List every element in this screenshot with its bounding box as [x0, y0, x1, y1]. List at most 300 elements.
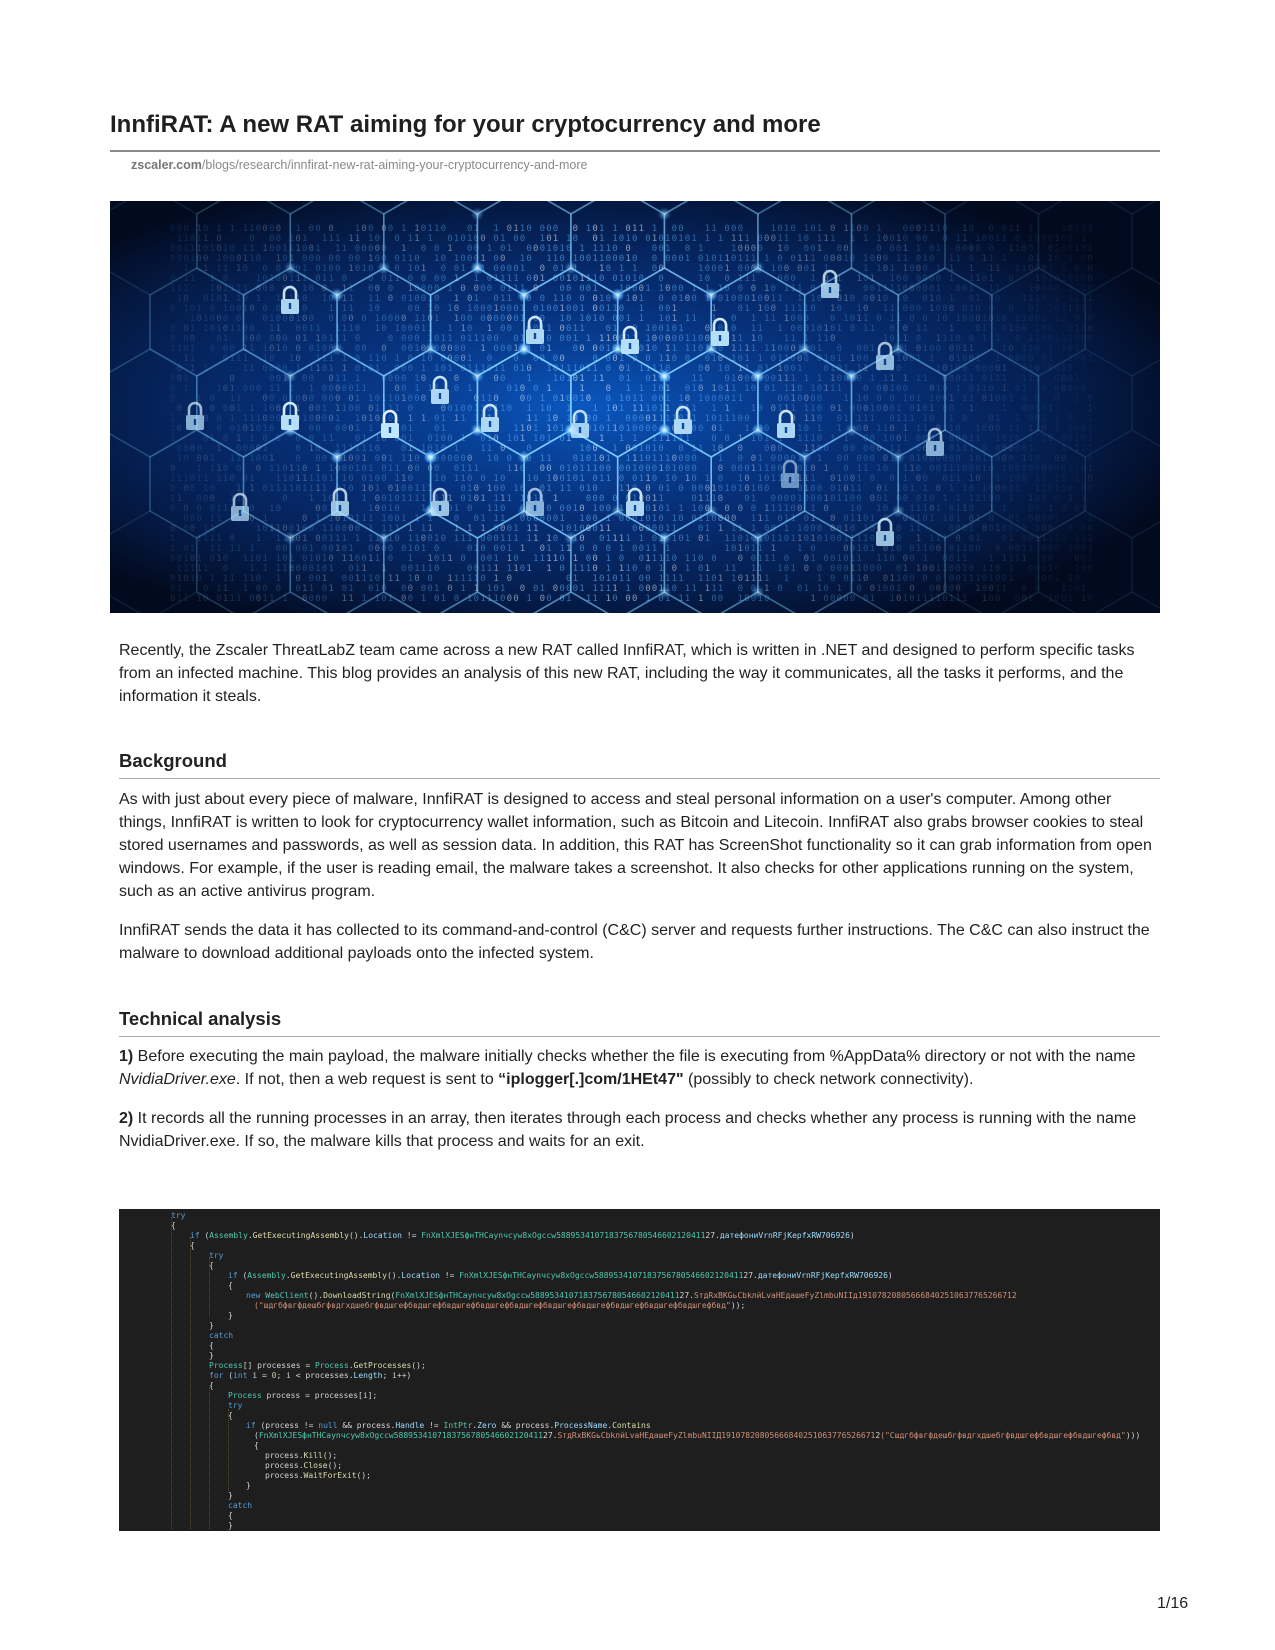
- binary-digit: 0: [1054, 464, 1060, 474]
- binary-digit: 1: [572, 504, 579, 514]
- code-line: ("шдгбфвгфдешбгфвдгхдшебгфвдшгефбвдшгефбвдшгефбвдшгефбвдшгефбвдшгефбвдшгефбвдшгефбвдшгефбвдшгефбвд"));: [254, 1301, 746, 1310]
- binary-digit: 0: [308, 244, 315, 254]
- binary-digit: 0: [1041, 264, 1047, 274]
- binary-digit: 0: [302, 374, 308, 384]
- binary-digit: 0: [387, 414, 394, 424]
- binary-digit: 0: [995, 494, 1001, 504]
- binary-digit: 1: [658, 494, 664, 504]
- source-url[interactable]: [131, 158, 587, 172]
- binary-digit: 1: [539, 554, 546, 564]
- binary-digit: 0: [632, 444, 638, 454]
- binary-digit: 1: [335, 414, 341, 424]
- binary-digit: 0: [882, 454, 889, 464]
- binary-digit: 0: [288, 534, 295, 544]
- binary-digit: 1: [1041, 534, 1047, 544]
- binary-digit: 1: [651, 504, 658, 514]
- binary-digit: 0: [315, 224, 321, 234]
- binary-digit: 0: [453, 304, 460, 314]
- binary-digit: 0: [526, 394, 532, 404]
- binary-digit: 0: [909, 554, 915, 564]
- binary-digit: 1: [506, 564, 513, 574]
- binary-digit: 0: [341, 384, 348, 394]
- binary-digit: 1: [625, 454, 631, 464]
- binary-digit: 1: [216, 544, 222, 554]
- binary-digit: 0: [632, 324, 638, 334]
- binary-digit: 0: [988, 294, 994, 304]
- binary-digit: 1: [757, 304, 763, 314]
- binary-digit: 0: [836, 294, 843, 304]
- binary-digit: 1: [249, 544, 255, 554]
- binary-digit: 1: [902, 394, 909, 404]
- binary-digit: 1: [460, 414, 466, 424]
- binary-digit: 1: [889, 594, 895, 604]
- binary-digit: 1: [572, 564, 579, 574]
- binary-digit: 1: [869, 274, 876, 284]
- binary-digit: 0: [803, 494, 810, 504]
- binary-digit: 1: [176, 344, 183, 354]
- binary-digit: 0: [295, 264, 301, 274]
- binary-digit: 1: [275, 564, 282, 574]
- binary-digit: 1: [493, 304, 499, 314]
- binary-digit: 0: [955, 534, 961, 544]
- binary-digit: 0: [249, 334, 255, 344]
- binary-digit: 1: [328, 304, 334, 314]
- binary-digit: 1: [282, 484, 288, 494]
- binary-digit: 0: [625, 464, 631, 474]
- binary-digit: 0: [486, 334, 493, 344]
- binary-digit: 0: [295, 564, 301, 574]
- binary-digit: 1: [1047, 274, 1054, 284]
- binary-digit: 0: [354, 364, 361, 374]
- binary-digit: 1: [823, 464, 829, 474]
- binary-digit: 0: [915, 494, 922, 504]
- binary-digit: 0: [183, 444, 189, 454]
- binary-digit: 0: [500, 544, 506, 554]
- binary-digit: 0: [242, 424, 249, 434]
- binary-digit: 1: [869, 544, 876, 554]
- binary-digit: 1: [579, 444, 585, 454]
- binary-digit: 0: [889, 394, 895, 404]
- binary-digit: 1: [882, 484, 889, 494]
- indent-guide: [171, 1217, 172, 1529]
- binary-digit: 1: [262, 564, 268, 574]
- binary-digit: 0: [731, 314, 737, 324]
- binary-digit: 1: [539, 234, 546, 244]
- binary-digit: 1: [750, 524, 757, 534]
- binary-digit: 0: [803, 314, 810, 324]
- binary-digit: 1: [962, 344, 968, 354]
- binary-digit: 1: [354, 234, 361, 244]
- code-line: new WebClient().DownloadString(FnXmlXJESфнTHCaynчcyw8xOgccw588953410718375678054660212041127.SтдRxBKGьCbkлйLvaHEдашеFyZlmbuNIIд191078208056668402510637765266712: [246, 1291, 1017, 1300]
- glow-node: [891, 504, 905, 518]
- binary-digit: 1: [170, 494, 176, 504]
- binary-digit: 0: [394, 394, 400, 404]
- binary-digit: 0: [612, 494, 618, 504]
- binary-digit: 0: [750, 244, 757, 254]
- binary-digit: 1: [348, 234, 354, 244]
- binary-digit: 1: [572, 364, 579, 374]
- binary-digit: 0: [229, 404, 235, 414]
- binary-digit: 1: [467, 304, 473, 314]
- binary-digit: 1: [770, 384, 777, 394]
- binary-digit: 1: [717, 254, 724, 264]
- binary-digit: 0: [513, 554, 519, 564]
- binary-digit: 0: [981, 364, 988, 374]
- binary-digit: 1: [170, 544, 176, 554]
- binary-digit: 0: [348, 574, 354, 584]
- binary-digit: 0: [717, 394, 724, 404]
- binary-digit: 1: [816, 344, 823, 354]
- binary-digit: 0: [189, 554, 196, 564]
- binary-digit: 1: [896, 444, 902, 454]
- binary-digit: 1: [308, 554, 315, 564]
- binary-digit: 0: [539, 294, 546, 304]
- binary-digit: 0: [434, 294, 440, 304]
- binary-digit: 0: [262, 264, 268, 274]
- binary-digit: 0: [1054, 594, 1060, 604]
- binary-digit: 0: [764, 304, 770, 314]
- binary-digit: 1: [797, 544, 803, 554]
- binary-digit: 1: [493, 594, 499, 604]
- binary-digit: 0: [981, 424, 988, 434]
- binary-digit: 1: [440, 334, 447, 344]
- binary-digit: 1: [401, 254, 407, 264]
- binary-digit: 1: [308, 484, 315, 494]
- binary-digit: 0: [275, 234, 282, 244]
- binary-digit: 0: [1074, 554, 1080, 564]
- binary-digit: 1: [869, 514, 876, 524]
- binary-digit: 1: [856, 544, 862, 554]
- binary-digit: 0: [203, 294, 209, 304]
- binary-digit: 0: [302, 524, 308, 534]
- binary-digit: 0: [203, 414, 209, 424]
- binary-digit: 0: [381, 534, 387, 544]
- binary-digit: 0: [1041, 324, 1047, 334]
- binary-digit: 0: [823, 504, 829, 514]
- binary-digit: 0: [302, 564, 308, 574]
- binary-digit: 1: [929, 354, 935, 364]
- binary-digit: 0: [447, 404, 453, 414]
- binary-digit: 0: [651, 404, 658, 414]
- binary-digit: 1: [876, 554, 882, 564]
- binary-digit: 1: [216, 444, 222, 454]
- binary-digit: 1: [922, 414, 928, 424]
- binary-digit: 0: [572, 224, 579, 234]
- binary-digit: 1: [374, 554, 381, 564]
- binary-digit: 0: [1080, 344, 1087, 354]
- binary-digit: 0: [401, 314, 407, 324]
- binary-digit: 0: [698, 484, 704, 494]
- binary-digit: 0: [737, 374, 744, 384]
- binary-digit: 1: [764, 284, 770, 294]
- code-line: catch: [228, 1501, 253, 1510]
- binary-digit: 0: [1067, 414, 1074, 424]
- binary-digit: 1: [843, 534, 849, 544]
- binary-digit: 1: [948, 594, 955, 604]
- binary-digit: 0: [935, 574, 942, 584]
- binary-digit: 0: [414, 544, 420, 554]
- binary-digit: 1: [1047, 304, 1054, 314]
- binary-digit: 0: [797, 354, 803, 364]
- binary-digit: 0: [269, 394, 275, 404]
- binary-digit: 0: [843, 454, 849, 464]
- binary-digit: 1: [975, 234, 981, 244]
- binary-digit: 0: [869, 584, 876, 594]
- binary-digit: 0: [170, 594, 176, 604]
- binary-digit: 1: [691, 504, 697, 514]
- binary-digit: 0: [638, 584, 645, 594]
- binary-digit: 1: [209, 294, 216, 304]
- binary-digit: 0: [440, 224, 447, 234]
- binary-digit: 1: [467, 354, 473, 364]
- binary-digit: 1: [717, 524, 724, 534]
- binary-digit: 0: [698, 564, 704, 574]
- binary-digit: 0: [480, 434, 486, 444]
- binary-digit: 0: [704, 324, 711, 334]
- binary-digit: 0: [750, 554, 757, 564]
- binary-digit: 0: [282, 544, 288, 554]
- binary-digit: 0: [968, 504, 975, 514]
- binary-digit: 0: [480, 234, 486, 244]
- binary-digit: 1: [658, 464, 664, 474]
- binary-digit: 0: [440, 254, 447, 264]
- binary-digit: 0: [902, 224, 909, 234]
- binary-digit: 0: [764, 384, 770, 394]
- binary-digit: 0: [295, 444, 301, 454]
- binary-digit: 0: [321, 594, 328, 604]
- binary-digit: 1: [467, 494, 473, 504]
- binary-digit: 0: [843, 474, 849, 484]
- binary-digit: 1: [354, 464, 361, 474]
- binary-digit: 1: [546, 564, 552, 574]
- binary-digit: 0: [731, 464, 737, 474]
- binary-digit: 0: [1047, 514, 1054, 524]
- binary-digit: 1: [777, 294, 783, 304]
- binary-digit: 1: [810, 324, 816, 334]
- binary-digit: 0: [882, 544, 889, 554]
- binary-digit: 1: [665, 344, 671, 354]
- binary-digit: 0: [592, 224, 598, 234]
- binary-digit: 0: [810, 284, 816, 294]
- binary-digit: 0: [255, 574, 262, 584]
- binary-digit: 0: [1021, 594, 1027, 604]
- binary-digit: 1: [453, 234, 460, 244]
- binary-digit: 1: [665, 584, 671, 594]
- binary-digit: 1: [526, 374, 532, 384]
- binary-digit: 0: [1034, 504, 1041, 514]
- binary-digit: 0: [962, 434, 968, 444]
- binary-digit: 1: [882, 284, 889, 294]
- binary-digit: 1: [361, 364, 367, 374]
- binary-digit: 0: [1021, 524, 1027, 534]
- binary-digit: 1: [486, 244, 493, 254]
- binary-digit: 1: [757, 464, 763, 474]
- binary-digit: 0: [876, 394, 882, 404]
- binary-digit: 0: [255, 554, 262, 564]
- binary-digit: 1: [1008, 494, 1014, 504]
- binary-digit: 1: [374, 594, 381, 604]
- binary-digit: 0: [579, 534, 585, 544]
- binary-digit: 0: [843, 444, 849, 454]
- binary-digit: 0: [295, 334, 301, 344]
- binary-digit: 0: [229, 474, 235, 484]
- binary-digit: 0: [849, 294, 856, 304]
- binary-digit: 1: [902, 254, 909, 264]
- binary-digit: 0: [394, 534, 400, 544]
- binary-digit: 0: [632, 474, 638, 484]
- binary-digit: 0: [1047, 484, 1054, 494]
- binary-digit: 0: [585, 554, 592, 564]
- binary-digit: 0: [915, 304, 922, 314]
- binary-digit: 1: [473, 294, 480, 304]
- binary-digit: 0: [453, 464, 460, 474]
- binary-digit: 1: [810, 504, 816, 514]
- binary-digit: 0: [691, 294, 697, 304]
- binary-digit: 1: [592, 574, 598, 584]
- binary-digit: 0: [889, 434, 895, 444]
- binary-digit: 1: [955, 494, 961, 504]
- binary-digit: 1: [876, 464, 882, 474]
- binary-digit: 1: [909, 414, 915, 424]
- binary-digit: 0: [348, 484, 354, 494]
- binary-digit: 1: [189, 254, 196, 264]
- binary-digit: 1: [863, 254, 869, 264]
- binary-digit: 1: [183, 374, 189, 384]
- binary-digit: 0: [460, 344, 466, 354]
- binary-digit: 0: [394, 434, 400, 444]
- binary-digit: 1: [183, 414, 189, 424]
- binary-digit: 0: [183, 324, 189, 334]
- binary-digit: 1: [1028, 234, 1034, 244]
- binary-digit: 1: [684, 404, 691, 414]
- binary-digit: 0: [988, 224, 994, 234]
- binary-digit: 0: [308, 374, 315, 384]
- binary-digit: 0: [1008, 274, 1014, 284]
- binary-digit: 1: [249, 474, 255, 484]
- binary-digit: 0: [810, 394, 816, 404]
- binary-digit: 1: [394, 354, 400, 364]
- binary-digit: 1: [374, 534, 381, 544]
- binary-digit: 1: [546, 384, 552, 394]
- indent-guide: [209, 1387, 210, 1529]
- binary-digit: 1: [1074, 304, 1080, 314]
- binary-digit: 0: [599, 494, 605, 504]
- binary-digit: 1: [638, 394, 645, 404]
- binary-digit: 0: [764, 374, 770, 384]
- background-divider: [119, 778, 1160, 779]
- binary-digit: 0: [704, 394, 711, 404]
- binary-digit: 0: [585, 314, 592, 324]
- binary-digit: 0: [282, 404, 288, 414]
- binary-digit: 1: [671, 524, 678, 534]
- binary-digit: 1: [328, 354, 334, 364]
- binary-digit: 0: [440, 344, 447, 354]
- binary-digit: 0: [988, 234, 994, 244]
- binary-digit: 0: [374, 454, 381, 464]
- binary-digit: 1: [189, 564, 196, 574]
- binary-digit: 1: [236, 454, 242, 464]
- binary-digit: 1: [546, 424, 552, 434]
- binary-digit: 0: [216, 284, 222, 294]
- binary-digit: 1: [546, 254, 552, 264]
- binary-digit: 0: [407, 324, 414, 334]
- binary-digit: 1: [1067, 354, 1074, 364]
- binary-digit: 1: [321, 494, 328, 504]
- binary-digit: 1: [493, 274, 499, 284]
- binary-digit: 0: [863, 434, 869, 444]
- binary-digit: 1: [420, 484, 427, 494]
- binary-digit: 0: [658, 274, 664, 284]
- binary-digit: 1: [209, 514, 216, 524]
- binary-digit: 1: [671, 514, 678, 524]
- binary-digit: 0: [856, 424, 862, 434]
- binary-digit: 0: [255, 254, 262, 264]
- binary-digit: 0: [750, 594, 757, 604]
- binary-digit: 0: [592, 444, 598, 454]
- binary-digit: 0: [764, 594, 770, 604]
- binary-digit: 1: [803, 254, 810, 264]
- binary-digit: 1: [737, 394, 744, 404]
- binary-digit: 0: [1054, 304, 1060, 314]
- binary-digit: 1: [876, 284, 882, 294]
- binary-digit: 1: [1001, 384, 1008, 394]
- binary-digit: 1: [341, 534, 348, 544]
- binary-digit: 1: [189, 314, 196, 324]
- binary-digit: 0: [1074, 424, 1080, 434]
- binary-digit: 1: [757, 454, 763, 464]
- binary-digit: 1: [889, 544, 895, 554]
- binary-digit: 0: [632, 424, 638, 434]
- binary-digit: 0: [1041, 524, 1047, 534]
- binary-digit: 0: [731, 484, 737, 494]
- binary-digit: 0: [486, 304, 493, 314]
- binary-digit: 0: [275, 414, 282, 424]
- binary-digit: 1: [387, 404, 394, 414]
- indent-guide: [190, 1237, 191, 1529]
- binary-digit: 1: [566, 274, 572, 284]
- binary-digit: 0: [440, 364, 447, 374]
- binary-digit: 1: [368, 394, 374, 404]
- binary-digit: 0: [962, 524, 968, 534]
- binary-digit: 1: [242, 244, 249, 254]
- binary-digit: 1: [698, 514, 704, 524]
- binary-digit: 0: [651, 264, 658, 274]
- binary-digit: 0: [321, 584, 328, 594]
- binary-digit: 1: [381, 394, 387, 404]
- binary-digit: 1: [665, 324, 671, 334]
- binary-digit: 0: [724, 434, 730, 444]
- binary-digit: 1: [275, 344, 282, 354]
- binary-digit: 1: [665, 484, 671, 494]
- binary-digit: 1: [830, 384, 836, 394]
- binary-digit: 1: [717, 574, 724, 584]
- technical-analysis-divider: [119, 1036, 1160, 1037]
- binary-digit: 1: [704, 414, 711, 424]
- binary-digit: 0: [849, 494, 856, 504]
- binary-digit: 1: [1008, 564, 1014, 574]
- binary-digit: 1: [645, 404, 651, 414]
- binary-digit: 1: [691, 234, 697, 244]
- binary-digit: 0: [1014, 524, 1021, 534]
- binary-digit: 0: [975, 314, 981, 324]
- binary-digit: 1: [995, 234, 1001, 244]
- binary-digit: 0: [493, 484, 499, 494]
- binary-digit: 1: [684, 334, 691, 344]
- binary-digit: 1: [420, 264, 427, 274]
- binary-digit: 1: [387, 534, 394, 544]
- binary-digit: 0: [651, 584, 658, 594]
- binary-digit: 0: [797, 314, 803, 324]
